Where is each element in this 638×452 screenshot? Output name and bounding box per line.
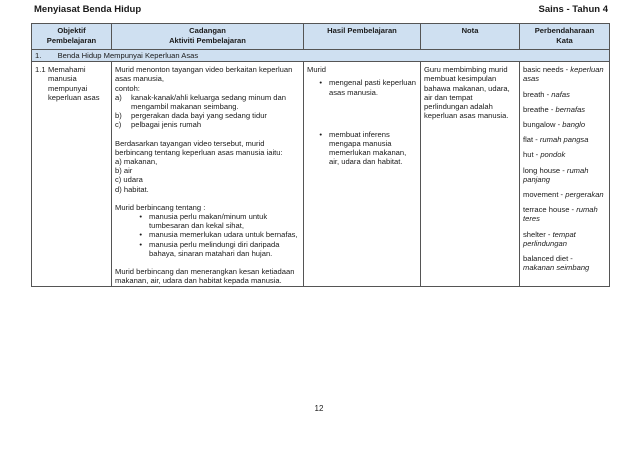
vocabulary-item xyxy=(523,205,606,223)
vocabulary-cell xyxy=(520,62,610,287)
header-hasil: Hasil Pembelajaran xyxy=(304,24,421,50)
vocabulary-item xyxy=(523,254,606,272)
table-row xyxy=(32,62,610,287)
activity-contoh: contoh: xyxy=(115,83,140,93)
vocabulary-malay: pondok xyxy=(540,150,566,160)
vocabulary-english: long house - xyxy=(523,165,565,175)
vocabulary-english: flat - xyxy=(523,135,538,145)
objective-text: Memahami manusia mempunyai keperluan asas xyxy=(48,65,100,102)
discussion-item xyxy=(115,240,300,258)
vocabulary-english: bungalow - xyxy=(523,120,561,130)
vocabulary-malay: keperluan asas xyxy=(523,65,604,84)
activity-discuss-intro: Berdasarkan tayangan video tersebut, murid berbincang tentang keperluan asas manusia iaitu: xyxy=(115,138,283,157)
bullet-icon: • xyxy=(139,212,142,222)
vocabulary-english: shelter - xyxy=(523,229,551,239)
section-row xyxy=(32,50,610,62)
header-objektif-line1: Objektif xyxy=(57,26,86,35)
vocabulary-item xyxy=(523,105,606,114)
example-text: kanak-kanak/ahli keluarga sedang minum dan mengambil makanan seimbang. xyxy=(131,92,286,112)
activity-closing: Murid berbincang dan menerangkan kesan ketiadaan makanan, air, udara dan habitat kepada manusia. xyxy=(115,267,295,286)
section-title: Benda Hidup Mempunyai Keperluan Asas xyxy=(57,51,199,60)
vocabulary-english: breath - xyxy=(523,89,550,99)
need-item: a) makanan, xyxy=(115,157,158,167)
vocabulary-malay: nafas xyxy=(551,89,570,99)
example-marker: c) xyxy=(115,120,122,130)
discussion-item xyxy=(115,212,300,230)
vocabulary-malay: makanan seimbang xyxy=(523,263,590,273)
vocabulary-malay: tempat perlindungan xyxy=(523,229,576,248)
activity-example xyxy=(115,120,300,129)
header-perbendaharaan-line2: Kata xyxy=(556,36,573,45)
bullet-icon: • xyxy=(319,129,322,139)
vocabulary-item xyxy=(523,190,606,199)
discussion-text: manusia perlu melindungi diri daripada bahaya, sinaran matahari dan hujan. xyxy=(149,239,280,258)
example-text: pelbagai jenis rumah xyxy=(131,120,202,130)
bullet-icon: • xyxy=(139,239,142,249)
need-item: b) air xyxy=(115,166,133,176)
header-cadangan-line1: Cadangan xyxy=(189,26,226,35)
header-cadangan xyxy=(112,24,304,50)
vocabulary-malay: rumah panjang xyxy=(523,165,589,184)
lesson-plan-table xyxy=(31,23,610,287)
bullet-icon: • xyxy=(319,78,322,88)
vocabulary-item xyxy=(523,166,606,184)
activity-discuss2-intro: Murid berbincang tentang : xyxy=(115,202,206,212)
vocabulary-english: breathe - xyxy=(523,104,554,114)
page-number: 12 xyxy=(314,404,324,413)
activity-examples xyxy=(115,93,300,130)
vocabulary-item xyxy=(523,135,606,144)
section-number: 1. xyxy=(35,51,42,60)
activities-cell xyxy=(112,62,304,287)
discussion-item xyxy=(115,230,300,239)
header-objektif xyxy=(32,24,112,50)
section-cell xyxy=(32,50,610,62)
vocabulary-item xyxy=(523,120,606,129)
vocabulary-item xyxy=(523,65,606,83)
vocabulary-malay: bernafas xyxy=(555,104,586,114)
activity-example xyxy=(115,93,300,111)
vocabulary-english: movement - xyxy=(523,190,564,200)
outcomes-cell xyxy=(304,62,421,287)
activity-intro: Murid menonton tayangan video berkaitan keperluan asas manusia, xyxy=(115,65,293,84)
document-title: Menyiasat Benda Hidup xyxy=(34,4,142,15)
discussion-list xyxy=(115,212,300,258)
need-item: c) udara xyxy=(115,175,143,185)
vocabulary-english: hut - xyxy=(523,150,539,160)
example-marker: a) xyxy=(115,92,122,102)
outcome-item xyxy=(307,78,417,96)
vocabulary-english: balanced diet - xyxy=(523,254,573,264)
header-perbendaharaan-line1: Perbendaharaan xyxy=(534,26,595,35)
needs-list xyxy=(115,157,300,194)
vocabulary-item xyxy=(523,90,606,99)
bullet-icon: • xyxy=(139,230,142,240)
outcome-text: membuat inferens mengapa manusia memerlukan makanan, air, udara dan habitat. xyxy=(329,129,407,167)
vocabulary-english: terrace house - xyxy=(523,205,575,215)
discussion-text: manusia perlu makan/minum untuk tumbesaran dan kekal sihat, xyxy=(149,212,268,231)
header-cadangan-line2: Aktiviti Pembelajaran xyxy=(169,36,246,45)
vocabulary-item xyxy=(523,150,606,159)
vocabulary-item xyxy=(523,230,606,248)
table-header-row xyxy=(32,24,610,50)
header-perbendaharaan xyxy=(520,24,610,50)
vocabulary-malay: rumah pangsa xyxy=(539,135,589,145)
vocabulary-malay: banglo xyxy=(562,120,586,130)
vocabulary-malay: pergerakan xyxy=(565,190,604,200)
vocabulary-list xyxy=(523,65,606,272)
outcome-text: mengenal pasti keperluan asas manusia. xyxy=(329,78,416,97)
nota-cell xyxy=(421,62,520,287)
header-nota: Nota xyxy=(421,24,520,50)
header-objektif-line2: Pembelajaran xyxy=(46,36,97,45)
vocabulary-malay: rumah teres xyxy=(523,205,598,224)
objective-number: 1.1 xyxy=(35,65,46,75)
discussion-text: manusia memerlukan udara untuk bernafas, xyxy=(149,230,298,240)
need-item: d) habitat. xyxy=(115,184,149,194)
subject-year: Sains - Tahun 4 xyxy=(538,4,608,15)
outcomes-lead: Murid xyxy=(307,65,326,75)
example-marker: b) xyxy=(115,111,122,121)
example-text: pergerakan dada bayi yang sedang tidur xyxy=(131,111,267,121)
nota-text: Guru membimbing murid membuat kesimpulan bahawa makanan, udara, air dan tempat perlindungan adalah keperluan asas manusia. xyxy=(424,65,510,121)
activity-example xyxy=(115,111,300,120)
vocabulary-english: basic needs - xyxy=(523,65,569,75)
objective-cell xyxy=(32,62,112,287)
outcome-item xyxy=(307,130,417,167)
